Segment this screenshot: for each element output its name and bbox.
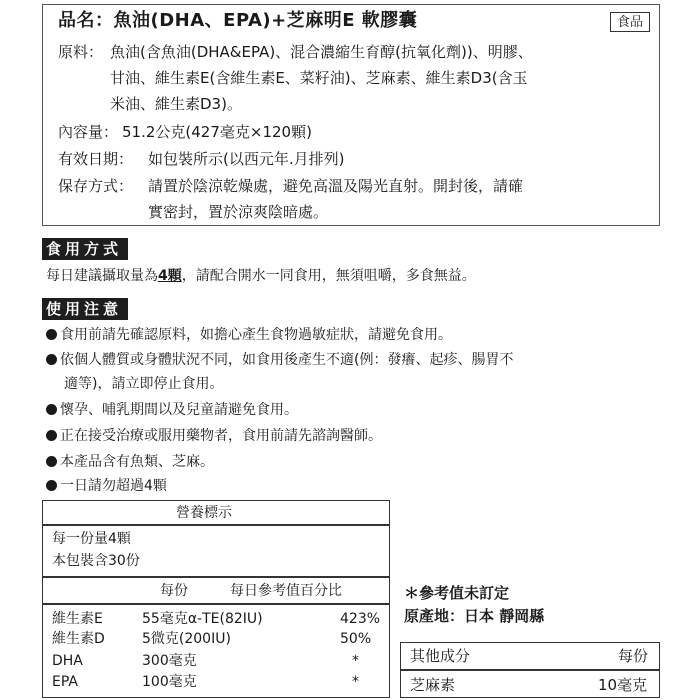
other-header-name: 其他成分 [410,647,471,665]
food-badge: 食品 [610,12,650,32]
other-header-per: 每份 [618,647,649,665]
table-divider [400,669,660,671]
column-header-daily-pct: 每日參考值百分比 [230,583,342,599]
caution-item: 依個人體質或身體狀況不同，如食用後產生不適(例：發癢、起疹、腸胃不 [46,350,513,370]
storage-label: 保存方式： [58,177,134,195]
expiry-label: 有效日期： [58,150,134,168]
nutrient-name: 維生素D [52,631,105,647]
serving-size: 每一份量4顆 [52,531,131,547]
nutrient-pct: * [352,653,359,669]
nutrient-name: 維生素E [52,611,103,627]
table-divider [42,524,390,526]
caution-item-continued: 適等)，請立即停止食用。 [64,376,224,392]
servings-per-pack: 本包裝含30份 [52,553,140,569]
bullet-icon [46,329,57,340]
usage-heading: 食用方式 [42,238,128,260]
expiry-value: 如包裝所示(以西元年.月排列) [148,150,345,168]
caution-item: 本產品含有魚類、芝麻。 [46,452,214,472]
nutrient-name: DHA [52,653,83,669]
bullet-icon [46,430,57,441]
table-divider [42,603,390,605]
caution-heading: 使用注意 [42,298,128,320]
caution-item: 食用前請先確認原料，如擔心產生食物過敏症狀，請避免食用。 [46,325,452,345]
caution-item: 懷孕、哺乳期間以及兒童請避免食用。 [46,400,298,420]
bullet-icon [46,404,57,415]
product-title: 品名：魚油(DHA、EPA)+芝麻明E 軟膠囊 [58,10,418,31]
origin-note: 原產地：日本 靜岡縣 [404,607,545,625]
other-row-amount: 10毫克 [598,676,648,694]
nutrient-amount: 100毫克 [142,674,197,690]
ingredients-line: 米油、維生素D3)。 [110,95,242,113]
ingredients-line: 魚油(含魚油(DHA&EPA)、混合濃縮生育醇(抗氧化劑))、明膠、 [110,43,533,61]
nutrient-pct: 423% [340,611,381,627]
table-divider [42,576,390,578]
caution-item: 正在接受治療或服用藥物者，食用前請先諮詢醫師。 [46,426,382,446]
bullet-icon [46,480,57,491]
nutrient-pct: * [352,674,359,690]
nutrient-name: EPA [52,674,78,690]
usage-dose: 4顆 [158,268,182,284]
nutrient-pct: 50% [340,631,372,647]
ingredients-line: 甘油、維生素E(含維生素E、菜籽油)、芝麻素、維生素D3(含玉 [110,69,528,87]
bullet-icon [46,456,57,467]
nutrient-amount: 55毫克α-TE(82IU) [142,611,263,627]
nutrient-amount: 5微克(200IU) [142,631,231,647]
other-row-name: 芝麻素 [410,676,456,694]
column-header-per-serving: 每份 [160,583,188,599]
content-value: 51.2公克(427毫克×120顆) [122,123,312,141]
storage-line: 請置於陰涼乾燥處，避免高溫及陽光直射。開封後，請確 [148,177,524,195]
storage-line: 實密封，置於涼爽陰暗處。 [148,203,329,221]
caution-item: 一日請勿超過4顆 [46,476,167,496]
content-label: 內容量： [58,123,119,141]
ingredients-label: 原料： [58,43,104,61]
nutrition-title: 營養標示 [176,505,232,521]
nutrient-amount: 300毫克 [142,653,197,669]
bullet-icon [46,354,57,365]
usage-text: 每日建議攝取量為4顆，請配合開水一同食用，無須咀嚼，多食無益。 [46,268,476,284]
reference-note: ＊參考值未訂定 [404,584,510,602]
